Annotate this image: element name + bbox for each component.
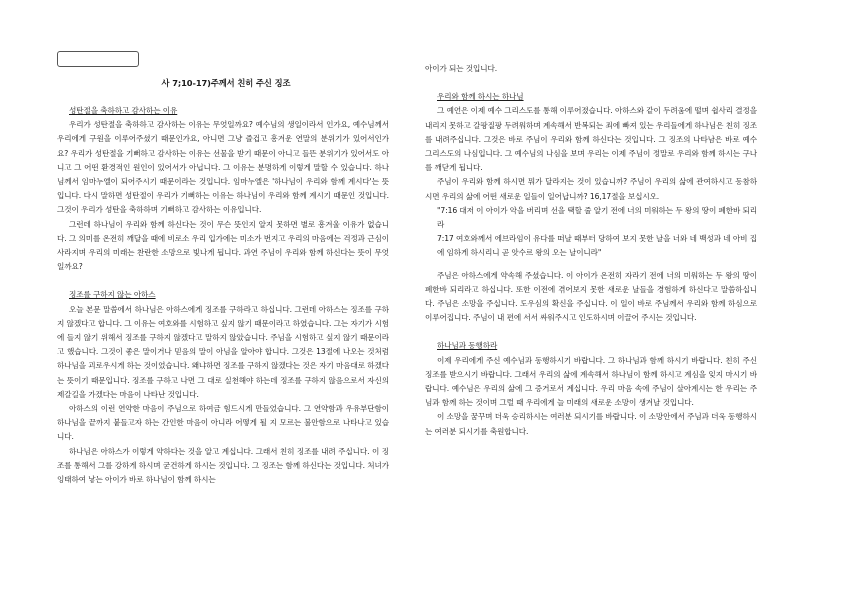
section-heading: 하나님과 동행하라: [437, 341, 498, 351]
paragraph: 이 소망을 꿈꾸며 더욱 승리하시는 여러분 되시기를 바랍니다. 이 소망안에서 주님과 더욱 동행하시는 여러분 되시기를 축원합니다.: [425, 412, 757, 436]
paragraph: 그 예언은 이제 예수 그리스도를 통해 이루어졌습니다. 아하스와 같이 두려움에 떨며 쉽사리 결정을 내리지 못하고 갈팡질팡 두려워하며 계속해서 반복되는 죄에 빠져 있는 우리들에게 하나님은 친히 징조를 내려주십니다. 그것은 바로 주님이 우리와 함께 하신다는 것입니다. 그 징조의 나타남은 바로 예수 그리스도의 나심입니다. 그 예수님의 나심을 보며 우리는 이제 주님이 정말로 우리와 함께 하시는 구나를 깨닫게 됩니다.: [425, 106, 757, 173]
paragraph: 이제 우리에게 주신 예수님과 동행하시기 바랍니다. 그 하나님과 함께 하시기 바랍니다. 친히 주신 징조를 받으시기 바랍니다. 그래서 우리의 삶에 계속해서 하나님이 함께 하시고 계심을 잊지 마시기 바랍니다. 예수님은 우리의 삶에 그 증거로서 계십니다. 우리 마음 속에 주님이 살아계시는 한 우리는 주님과 함께 하는 것이며 그럴 때 우리에게 늘 미래의 새로운 소망이 생겨날 것입니다.: [425, 355, 757, 408]
paragraph-continuation: 아이가 되는 것입니다.: [425, 64, 498, 73]
name-field-box[interactable]: [57, 51, 139, 67]
left-column: [57, 76, 389, 487]
sermon-title: 사 7;10-17)주께서 친히 주신 징조: [161, 78, 291, 88]
paragraph: 주님이 우리와 함께 하시면 뭐가 달라지는 것이 있습니까? 주님이 우리의 삶에 관여하시고 동참하시면 우리의 삶에 어떤 새로운 일들이 일어납니까? 16,17절을 보십시오.: [425, 177, 757, 201]
paragraph: 아하스의 이런 연약한 마음이 주님으로 하여금 힘드시게 만들었습니다. 그 연약함과 우유부단함이 하나님을 끝까지 붙들고자 하는 간인한 마음이 아니라 어떻게 될 지 모르는 불안함으로 나타나고 있습니다.: [57, 404, 389, 442]
right-column: [425, 62, 757, 439]
paragraph: 주님은 아하스에게 약속해 주셨습니다. 이 아이가 온전히 자라기 전에 너의 미워하는 두 왕의 땅이 폐한바 되리라고 하십니다. 또한 이전에 겪어보지 못한 새로운 날들을 경험하게 하신다고 말씀하십니다. 주님은 소망을 주십니다. 도우심의 확신을 주십니다. 이 일이 바로 주님께서 우리와 함께 하심으로 이루어집니다. 주님이 내 편에 서서 싸워주시고 인도하시며 이끌어 주시는 것입니다.: [425, 270, 757, 323]
paragraph: 오늘 본문 말씀에서 하나님은 아하스에게 징조를 구하라고 하십니다. 그런데 아하스는 징조를 구하지 않겠다고 합니다. 그 이유는 여호와를 시험하고 싶지 않기 때문이라고 하였습니다. 그는 자기가 시험에 들지 않기 위해서 징조를 구하지 않겠다고 말하지 않았습니다. 주님을 시험하고 싶지 않기 때문이라고 했습니다. 그것이 좋은 말이거나 믿음의 말이 아님을 알아야 합니다. 그것은 13절에 나오는 것처럼 하나님을 괴로우시게 하는 것이었습니다. 왜냐하면 징조를 구하지 않겠다는 것은 자기 마음대로 하겠다는 뜻이기 때문입니다. 징조를 구하고 나면 그 대로 실천해야 하는데 징조를 구하지 않음으로서 자신의 제갈길을 가겠다는 마음이 나타난 것입니다.: [57, 304, 389, 399]
section-heading: 성탄절을 축하하고 감사하는 이유: [69, 106, 178, 115]
paragraph: 하나님은 아하스가 이렇게 약하다는 것을 알고 계십니다. 그래서 친히 징조를 내려 주십니다. 이 징조를 통해서 그를 강하게 하시며 굳건하게 하시는 것입니다. 그 징조는 함께 하신다는 것입니다. 처녀가 잉태하여 낳는 아이가 바로 하나님이 함께 하시는: [57, 446, 389, 485]
section-heading: 우리와 함께 하시는 하나님: [437, 92, 524, 102]
paragraph: 우리가 성탄절을 축하하고 감사하는 이유는 무엇일까요? 예수님의 생일이라서 인가요, 예수님께서 우리에게 구원을 이루어주셨기 때문인가요, 아니면 그냥 즐겁고 흥겨운 연말의 분위기가 있어서인가요? 우리가 성탄절을 기뻐하고 감사하는 이유는 선물을 받기 때문이 아니고 들뜬 분위기가 있어서도 아니고 그 어떤 환경적인 원인이 있어서가 아닙니다. 그 이유는 분명하게 이렇게 말할 수 있습니다. 하나님께서 임마누엘이 되어주시기 때문이라는 것입니다. 임마누엘은 '하나님이 우리와 함께 계시다'는 뜻입니다. 다시 말하면 성탄절이 우리가 기뻐하는 이유는 하나님이 우리와 함께 계시기 때문인 것입니다. 그것이 우리가 성탄을 축하하며 기뻐하고 감사하는 이유입니다.: [57, 120, 389, 215]
section-heading: 징조를 구하지 않는 아하스: [69, 290, 156, 300]
scripture-quote: "7:16 대저 이 아이가 악을 버리며 선을 택할 줄 알기 전에 너의 미워하는 두 왕의 땅이 폐한바 되리라: [437, 205, 757, 230]
paragraph: 그런데 하나님이 우리와 함께 하신다는 것이 무슨 뜻인지 알지 못하면 별로 흥겨울 이유가 없습니다. 그 의미를 온전히 깨달을 때에 비로소 우리 입가에는 미소가 번지고 우리의 마음에는 걱정과 근심이 사라지며 우리의 미래는 찬란한 소망으로 빛나게 됩니다. 과연 주님이 우리와 함께 하신다는 뜻이 무엇일까요?: [57, 219, 389, 272]
scripture-quote: 7:17 여호와께서 에브라임이 유다를 떠날 때부터 당하여 보지 못한 날을 너와 네 백성과 네 아비 집에 임하게 하시리니 곧 앗수르 왕의 오는 날이니라": [437, 234, 757, 258]
